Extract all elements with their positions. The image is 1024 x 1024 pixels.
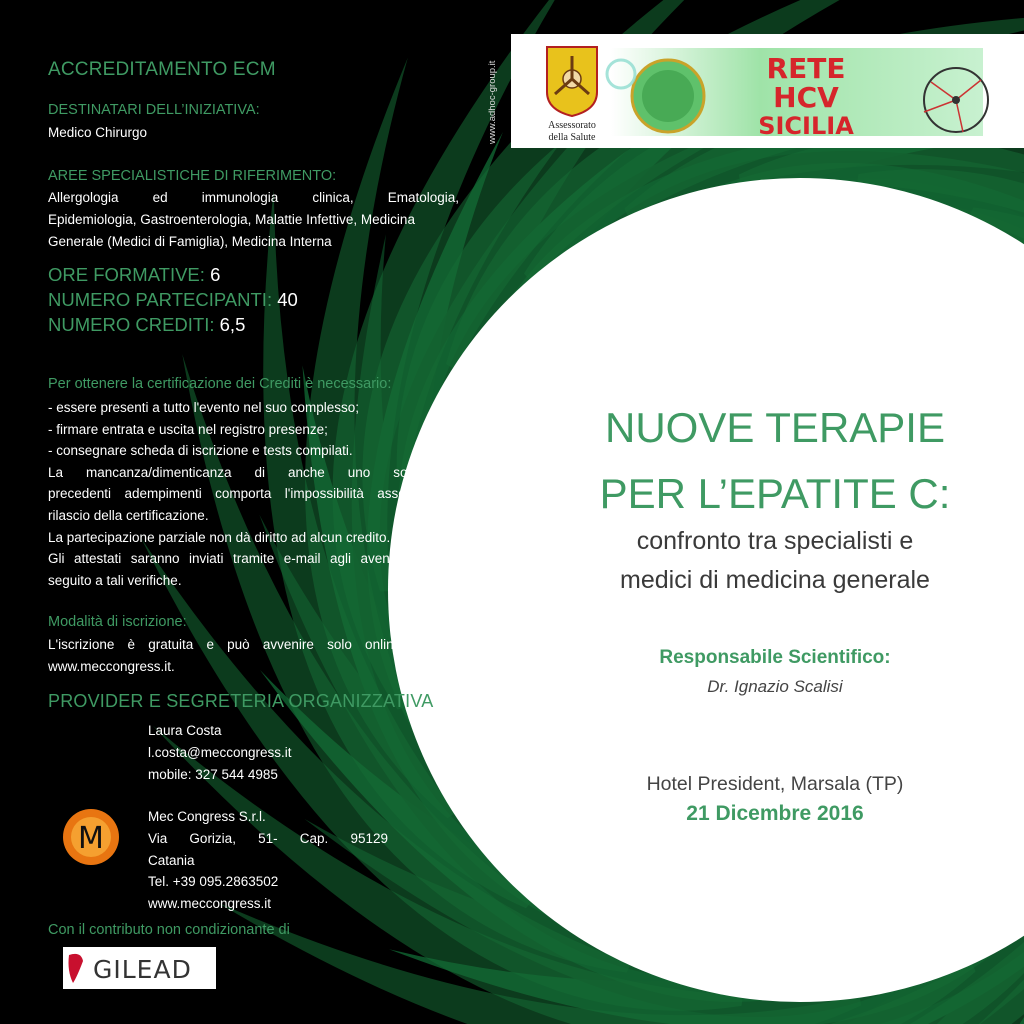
ore-value: 6	[210, 264, 221, 285]
mec-congress-logo	[62, 808, 120, 866]
title-line-2: PER L’EPATITE C:	[599, 470, 951, 517]
company-line: Via Gorizia, 51- Cap. 95129	[148, 830, 388, 846]
crediti-label: NUMERO CREDITI:	[48, 314, 215, 335]
contributo-text: Con il contributo non condizionante di	[48, 922, 290, 938]
venue: Hotel President, Marsala (TP)	[646, 773, 904, 795]
header-banner	[511, 34, 1024, 148]
destinatari-text: Medico Chirurgo	[48, 125, 148, 140]
company-line: Catania	[148, 852, 195, 868]
company-line: www.meccongress.it	[148, 896, 272, 912]
rete-title-line2: HCV	[773, 81, 839, 114]
assessorato-line1: Assessorato	[548, 120, 596, 131]
contact-line: mobile: 327 544 4985	[148, 766, 278, 782]
provider-heading: PROVIDER E SEGRETERIA ORGANIZZATIVA	[48, 691, 434, 711]
aree-line-1: Allergologia ed immunologia clinica, Ematologia,	[48, 190, 459, 205]
numero-partecipanti	[48, 289, 298, 311]
vertical-website-text: www.adhoc-group.it	[487, 60, 498, 144]
certificazione-line: precedenti adempimenti comporta l'impossibilità assoluta del	[48, 486, 459, 502]
banner-graphic	[511, 34, 1024, 148]
certificazione-line: La mancanza/dimenticanza di anche uno solo dei	[48, 464, 459, 480]
numero-crediti	[48, 314, 245, 336]
aree-line-2: Epidemiologia, Gastroenterologia, Malattie Infettive, Medicina	[48, 212, 415, 227]
certificazione-line: - essere presenti a tutto l'evento nel suo complesso;	[48, 400, 359, 415]
certificazione-line: Gli attestati saranno inviati tramite e-mail agli aventi diritto in	[48, 551, 459, 567]
aree-line-3: Generale (Medici di Famiglia), Medicina Interna	[48, 234, 332, 249]
modalita-line-2: www.meccongress.it.	[48, 659, 175, 674]
mec-logo-letter: M	[78, 821, 104, 856]
subtitle-line-1: confronto tra specialisti e	[636, 527, 914, 555]
title-line-1: NUOVE TERAPIE	[605, 404, 945, 451]
certificazione-line: La partecipazione parziale non dà diritto ad alcun credito.	[48, 529, 391, 545]
partecipanti-label: NUMERO PARTECIPANTI:	[48, 289, 273, 310]
aree-heading: AREE SPECIALISTICHE DI RIFERIMENTO:	[48, 168, 337, 184]
accreditamento-heading: ACCREDITAMENTO ECM	[48, 59, 276, 80]
certificazione-line: - consegnare scheda di iscrizione e tests compilati.	[48, 443, 353, 459]
ore-formative	[48, 264, 220, 286]
certificazione-line: seguito a tali verifiche.	[48, 572, 182, 588]
event-date: 21 Dicembre 2016	[686, 802, 864, 825]
certificazione-line: rilascio della certificazione.	[48, 508, 209, 523]
partecipanti-value: 40	[277, 289, 298, 310]
modalita-heading: Modalità di iscrizione:	[48, 614, 187, 630]
rete-title-line1: RETE	[766, 52, 846, 85]
contact-line: Laura Costa	[148, 723, 222, 738]
subtitle-line-2: medici di medicina generale	[620, 566, 930, 594]
contact-line: l.costa@meccongress.it	[148, 744, 292, 760]
ore-label: ORE FORMATIVE:	[48, 264, 205, 285]
assessorato-line2: della Salute	[548, 132, 596, 143]
company-line: Tel. +39 095.2863502	[148, 874, 279, 890]
crediti-value: 6,5	[219, 314, 246, 335]
company-line: Mec Congress S.r.l.	[148, 809, 266, 824]
rete-title-line3: SICILIA	[758, 112, 854, 140]
certificazione-heading: Per ottenere la certificazione dei Crediti è necessario:	[48, 376, 392, 392]
responsabile-label: Responsabile Scientifico:	[659, 647, 891, 668]
destinatari-heading: DESTINATARI DELL’INIZIATIVA:	[48, 102, 260, 118]
trinacria-emblem-icon	[547, 47, 597, 116]
gilead-logo	[63, 947, 216, 989]
modalita-line-1: L'iscrizione è gratuita e può avvenire solo online al sito	[48, 637, 459, 652]
gilead-leaf-icon	[69, 954, 84, 983]
certificazione-line: - firmare entrata e uscita nel registro presenze;	[48, 421, 328, 437]
sponsor-name: GILEAD	[93, 955, 192, 984]
responsabile-name: Dr. Ignazio Scalisi	[707, 677, 843, 696]
